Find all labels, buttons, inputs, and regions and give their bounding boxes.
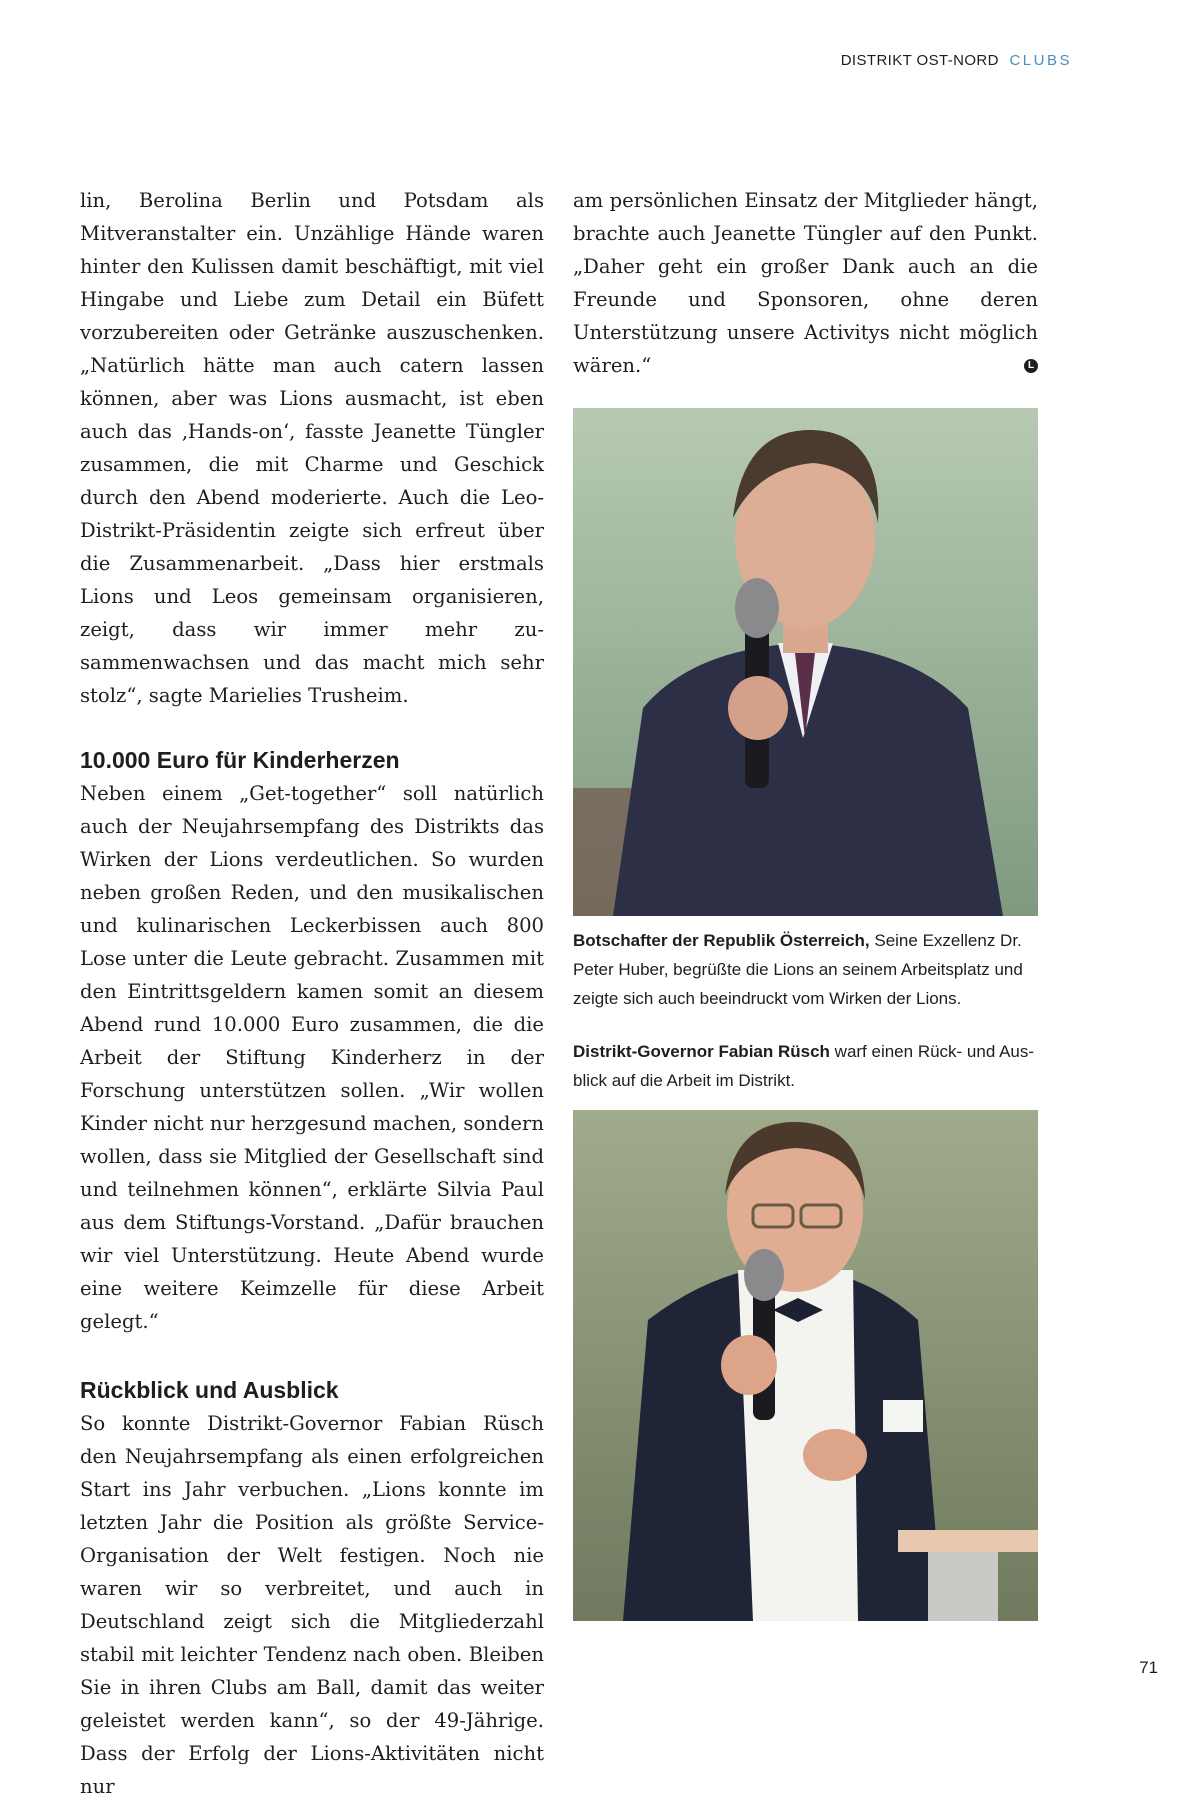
article-paragraph-4	[573, 184, 1038, 382]
photo-ambassador	[573, 408, 1038, 916]
article-paragraph-4-text: am persönlichen Einsatz der Mitglieder hängt, brachte auch Jeanette Tüngler auf den Punkt. „Daher geht ein großer Dank auch an die Freunde und Sponsoren, ohne deren Unterstützung unsere Activitys nicht möglich wären.“	[573, 189, 1038, 377]
article-paragraph-3: So konnte Distrikt-Governor Fabian Rüsch den Neujahrsempfang als einen erfolgreichen Start ins Jahr verbuchen. „Lions konnte im letzten Jahr die Position als größte Service-Organisation der Welt festigen. Noch nie waren wir so verbreitet, und auch in Deutschland zeigt sich die Mitgliederzahl stabil mit leichter Tendenz nach oben. Bleiben Sie in ihren Clubs am Ball, damit das weiter geleistet werden kann“, so der 49-Jährige. Dass der Erfolg der Lions-Aktivitäten nicht nur	[80, 1412, 544, 1798]
article-paragraph-2: Neben einem „Get-together“ soll natürlich auch der Neujahrsempfang des Distrikts das Wirken der Lions verdeutlichen. So wurden neben großen Reden, und den musikalischen und kulinarischen Leckerbissen auch 800 Lose unter die Leute gebracht. Zusammen mit den Eintrittsgeldern kamen somit an diesem Abend rund 10.000 Euro zusammen, die die Arbeit der Stiftung Kinderherz in der Forschung unterstützen sollen. „Wir wollen Kinder nicht nur herzgesund machen, sondern wollen, dass sie Mitglied der Gesellschaft sind und teilnehmen können“, erklärte Silvia Paul aus dem Stiftungs-Vorstand. „Dafür brauchen wir viel Unterstützung. Heute Abend wurde eine weitere Keimzelle für diese Arbeit gelegt.“	[80, 782, 544, 1333]
subheading-rueckblick: Rückblick und Ausblick	[80, 1377, 339, 1403]
caption-governor-text: warf einen Rück- und Ausblick auf die Arbeit im Distrikt.	[573, 1042, 1035, 1090]
header-district: DISTRIKT OST-NORD	[840, 52, 999, 69]
subheading-kinderherzen: 10.000 Euro für Kinderherzen	[80, 747, 400, 773]
caption-ambassador	[573, 926, 1038, 1013]
header-section: CLUBS	[1009, 52, 1072, 69]
caption-governor	[573, 1037, 1038, 1095]
caption-ambassador-text: Seine Exzellenz Dr. Peter Huber, begrüßte die Lions an seinem Arbeitsplatz und zeigte sich auch beeindruckt vom Wirken der Lions.	[573, 931, 1023, 1008]
photo-governor-illustration	[573, 1110, 1038, 1621]
caption-governor-bold: Distrikt-Governor Fabian Rüsch	[573, 1042, 830, 1061]
caption-ambassador-bold: Botschafter der Republik Österreich,	[573, 931, 870, 950]
right-column	[573, 184, 1038, 382]
photo-district-governor	[573, 1110, 1038, 1621]
running-header	[841, 52, 1072, 69]
photo-ambassador-illustration	[573, 408, 1038, 916]
lions-end-mark-icon: L	[1024, 359, 1038, 373]
page-number: 71	[1139, 1658, 1158, 1677]
left-column	[80, 184, 544, 1803]
article-paragraph-1: lin, Berolina Berlin und Potsdam als Mitveranstalter ein. Unzählige Hände waren hinter den Kulissen damit beschäftigt, mit viel Hingabe und Liebe zum Detail ein Büfett vorzubereiten oder Getränke auszuschenken. „Natürlich hätte man auch catern lassen können, aber was Lions ausmacht, ist eben auch das ‚Hands-on‘, fasste Jeanette Tüngler zusammen, die mit Charme und Geschick durch den Abend moderierte. Auch die Leo-Distrikt-Präsidentin zeigte sich erfreut über die Zusammenarbeit. „Dass hier erstmals Lions und Leos gemeinsam organisieren, zeigt, dass wir immer mehr zusammenwachsen und das macht mich sehr stolz“, sagte Marielies Trusheim.	[80, 189, 544, 707]
